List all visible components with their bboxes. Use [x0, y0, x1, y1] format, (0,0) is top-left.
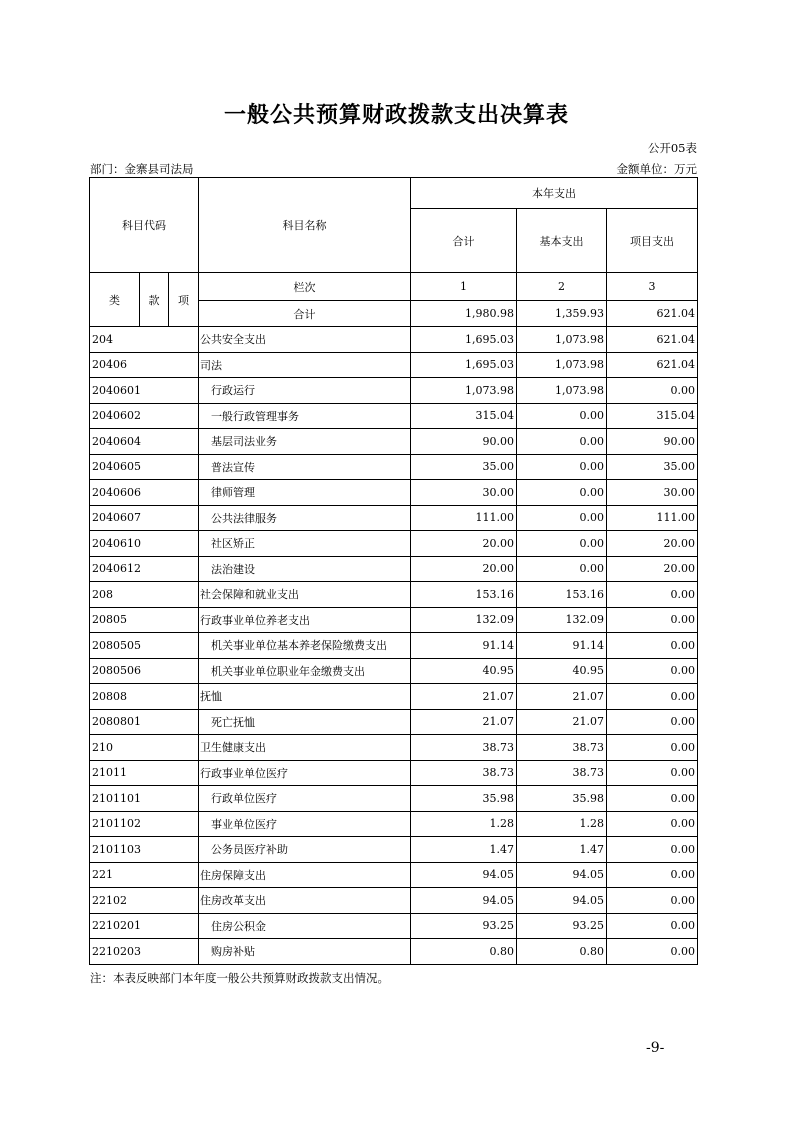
row-total: 1.28 [411, 811, 517, 837]
table-row [90, 403, 698, 429]
row-name: 机关事业单位基本养老保险缴费支出 [199, 633, 411, 659]
row-code: 20808 [90, 684, 199, 710]
row-code: 2101103 [90, 837, 199, 863]
table-row [90, 811, 698, 837]
row-total: 94.05 [411, 888, 517, 914]
row-basic: 21.07 [517, 709, 607, 735]
row-name: 行政运行 [199, 378, 411, 404]
row-total: 35.98 [411, 786, 517, 812]
row-project: 20.00 [607, 556, 698, 582]
row-project: 315.04 [607, 403, 698, 429]
row-basic: 40.95 [517, 658, 607, 684]
row-name: 一般行政管理事务 [199, 403, 411, 429]
table-row [90, 658, 698, 684]
row-basic: 38.73 [517, 735, 607, 761]
row-name: 住房改革支出 [199, 888, 411, 914]
row-total: 91.14 [411, 633, 517, 659]
row-total: 111.00 [411, 505, 517, 531]
row-project: 0.00 [607, 684, 698, 710]
row-project: 0.00 [607, 862, 698, 888]
row-basic: 1.47 [517, 837, 607, 863]
sum-basic: 1,359.93 [517, 301, 607, 327]
row-basic: 0.00 [517, 480, 607, 506]
table-row [90, 327, 698, 353]
row-code: 2080801 [90, 709, 199, 735]
row-project: 0.00 [607, 837, 698, 863]
row-name: 基层司法业务 [199, 429, 411, 455]
row-project: 0.00 [607, 913, 698, 939]
row-name: 公务员医疗补助 [199, 837, 411, 863]
row-basic: 0.00 [517, 505, 607, 531]
row-name: 社会保障和就业支出 [199, 582, 411, 608]
header-lei: 类 [90, 273, 140, 327]
row-code: 2080506 [90, 658, 199, 684]
row-code: 2101102 [90, 811, 199, 837]
table-row [90, 607, 698, 633]
row-project: 0.00 [607, 811, 698, 837]
row-basic: 21.07 [517, 684, 607, 710]
row-name: 社区矫正 [199, 531, 411, 557]
row-name: 住房保障支出 [199, 862, 411, 888]
table-row [90, 939, 698, 965]
header-kuan: 款 [140, 273, 169, 327]
header-current-year: 本年支出 [411, 178, 698, 209]
unit-label: 金额单位：万元 [616, 162, 697, 176]
row-total: 21.07 [411, 684, 517, 710]
row-code: 2040607 [90, 505, 199, 531]
row-project: 0.00 [607, 378, 698, 404]
table-row [90, 633, 698, 659]
row-code: 2040602 [90, 403, 199, 429]
row-name: 法治建设 [199, 556, 411, 582]
row-total: 40.95 [411, 658, 517, 684]
row-total: 90.00 [411, 429, 517, 455]
row-project: 0.00 [607, 607, 698, 633]
row-project: 0.00 [607, 939, 698, 965]
row-basic: 0.00 [517, 556, 607, 582]
department-label: 部门：金寨县司法局 [90, 162, 194, 176]
row-total: 315.04 [411, 403, 517, 429]
row-basic: 0.00 [517, 403, 607, 429]
page-title: 一般公共预算财政拨款支出决算表 [223, 102, 569, 128]
row-project: 35.00 [607, 454, 698, 480]
row-code: 208 [90, 582, 199, 608]
sum-project: 621.04 [607, 301, 698, 327]
row-basic: 1,073.98 [517, 378, 607, 404]
row-project: 621.04 [607, 327, 698, 353]
row-total: 1,695.03 [411, 352, 517, 378]
row-basic: 0.00 [517, 454, 607, 480]
row-code: 2210201 [90, 913, 199, 939]
table-row [90, 556, 698, 582]
row-name: 公共法律服务 [199, 505, 411, 531]
row-total: 21.07 [411, 709, 517, 735]
row-name: 机关事业单位职业年金缴费支出 [199, 658, 411, 684]
row-total: 1,695.03 [411, 327, 517, 353]
row-code: 2210203 [90, 939, 199, 965]
row-name: 律师管理 [199, 480, 411, 506]
header-subject-code: 科目代码 [90, 178, 199, 273]
row-code: 210 [90, 735, 199, 761]
table-row [90, 378, 698, 404]
table-row [90, 684, 698, 710]
header-subject-name: 科目名称 [199, 178, 411, 273]
row-name: 公共安全支出 [199, 327, 411, 353]
row-code: 20406 [90, 352, 199, 378]
row-project: 0.00 [607, 658, 698, 684]
row-total: 93.25 [411, 913, 517, 939]
row-project: 0.00 [607, 709, 698, 735]
table-row [90, 429, 698, 455]
table-row [90, 735, 698, 761]
index-2: 2 [517, 273, 607, 301]
row-project: 0.00 [607, 786, 698, 812]
expenditure-table [89, 177, 698, 965]
row-code: 2040610 [90, 531, 199, 557]
row-project: 0.00 [607, 735, 698, 761]
row-name: 购房补贴 [199, 939, 411, 965]
row-basic: 93.25 [517, 913, 607, 939]
row-total: 1,073.98 [411, 378, 517, 404]
row-project: 90.00 [607, 429, 698, 455]
row-project: 0.00 [607, 633, 698, 659]
header-project: 项目支出 [607, 209, 698, 273]
row-code: 221 [90, 862, 199, 888]
row-code: 22102 [90, 888, 199, 914]
page-number: -9- [646, 1040, 665, 1056]
row-project: 0.00 [607, 582, 698, 608]
row-name: 行政事业单位养老支出 [199, 607, 411, 633]
row-name: 住房公积金 [199, 913, 411, 939]
table-row [90, 913, 698, 939]
table-row [90, 582, 698, 608]
row-total: 20.00 [411, 556, 517, 582]
header-xiang: 项 [169, 273, 199, 327]
row-basic: 132.09 [517, 607, 607, 633]
table-row [90, 888, 698, 914]
row-code: 2040601 [90, 378, 199, 404]
row-basic: 0.00 [517, 531, 607, 557]
row-code: 204 [90, 327, 199, 353]
row-basic: 153.16 [517, 582, 607, 608]
row-total: 153.16 [411, 582, 517, 608]
row-project: 0.00 [607, 760, 698, 786]
row-name: 死亡抚恤 [199, 709, 411, 735]
row-name: 抚恤 [199, 684, 411, 710]
row-project: 621.04 [607, 352, 698, 378]
row-basic: 94.05 [517, 862, 607, 888]
row-code: 2040605 [90, 454, 199, 480]
row-name: 事业单位医疗 [199, 811, 411, 837]
row-total: 38.73 [411, 735, 517, 761]
row-project: 111.00 [607, 505, 698, 531]
row-basic: 0.80 [517, 939, 607, 965]
sum-total: 1,980.98 [411, 301, 517, 327]
row-basic: 1,073.98 [517, 327, 607, 353]
table-row [90, 709, 698, 735]
row-basic: 1.28 [517, 811, 607, 837]
header-basic: 基本支出 [517, 209, 607, 273]
table-row [90, 454, 698, 480]
row-total: 20.00 [411, 531, 517, 557]
row-basic: 1,073.98 [517, 352, 607, 378]
row-total: 132.09 [411, 607, 517, 633]
row-code: 2040612 [90, 556, 199, 582]
row-code: 2101101 [90, 786, 199, 812]
row-total: 94.05 [411, 862, 517, 888]
row-name: 行政事业单位医疗 [199, 760, 411, 786]
row-basic: 94.05 [517, 888, 607, 914]
form-number: 公开05表 [647, 141, 697, 155]
header-column-index: 栏次 [199, 273, 411, 301]
row-name: 卫生健康支出 [199, 735, 411, 761]
footnote: 注：本表反映部门本年度一般公共预算财政拨款支出情况。 [90, 971, 389, 985]
index-1: 1 [411, 273, 517, 301]
row-name: 普法宣传 [199, 454, 411, 480]
table-row [90, 352, 698, 378]
row-project: 30.00 [607, 480, 698, 506]
table-row [90, 480, 698, 506]
row-total: 0.80 [411, 939, 517, 965]
row-total: 35.00 [411, 454, 517, 480]
table-row [90, 786, 698, 812]
table-row [90, 760, 698, 786]
index-3: 3 [607, 273, 698, 301]
row-basic: 91.14 [517, 633, 607, 659]
row-project: 20.00 [607, 531, 698, 557]
table-row [90, 837, 698, 863]
row-total: 30.00 [411, 480, 517, 506]
row-code: 2080505 [90, 633, 199, 659]
table-row [90, 862, 698, 888]
header-total: 合计 [411, 209, 517, 273]
row-basic: 35.98 [517, 786, 607, 812]
row-project: 0.00 [607, 888, 698, 914]
sum-label: 合计 [199, 301, 411, 327]
row-name: 司法 [199, 352, 411, 378]
row-name: 行政单位医疗 [199, 786, 411, 812]
row-basic: 0.00 [517, 429, 607, 455]
row-code: 20805 [90, 607, 199, 633]
row-total: 38.73 [411, 760, 517, 786]
row-basic: 38.73 [517, 760, 607, 786]
row-code: 2040606 [90, 480, 199, 506]
row-code: 21011 [90, 760, 199, 786]
table-row [90, 505, 698, 531]
row-code: 2040604 [90, 429, 199, 455]
table-row [90, 531, 698, 557]
row-total: 1.47 [411, 837, 517, 863]
